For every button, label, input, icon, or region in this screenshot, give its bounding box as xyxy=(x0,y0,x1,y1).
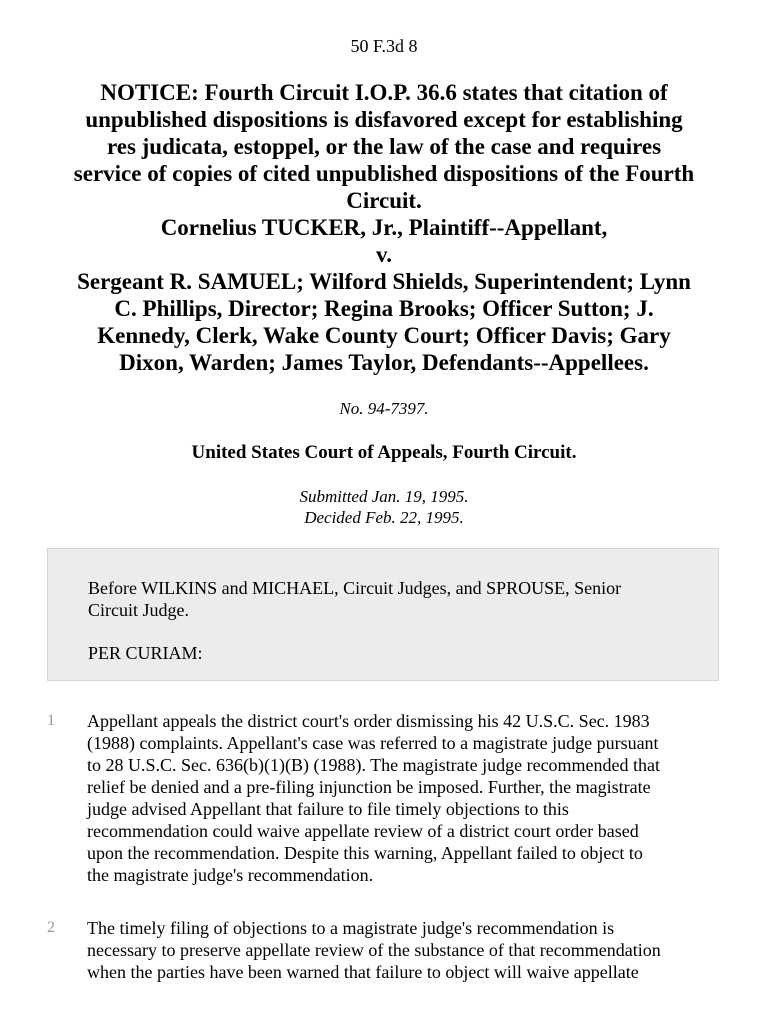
defendants-line: C. Phillips, Director; Regina Brooks; Officer Sutton; J. xyxy=(114,296,654,321)
paragraph-line: the magistrate judge's recommendation. xyxy=(87,865,374,885)
plaintiff-name: Cornelius TUCKER, Jr., Plaintiff--Appellant, xyxy=(160,215,608,240)
paragraph-line: necessary to preserve appellate review of the substance of that recommendation xyxy=(87,940,661,960)
per-curiam-label: PER CURIAM: xyxy=(88,643,203,663)
submitted-date: Submitted Jan. 19, 1995. xyxy=(299,487,469,506)
paragraph-line: when the parties have been warned that failure to object will waive appellate xyxy=(87,962,639,982)
notice-line: service of copies of cited unpublished dispositions of the Fourth xyxy=(73,161,695,186)
paragraph-line: recommendation could waive appellate review of a district court order based xyxy=(87,821,639,841)
paragraph-number[interactable]: 2 xyxy=(47,919,55,936)
paragraph-number[interactable]: 1 xyxy=(47,712,55,729)
judges-panel-line: Before WILKINS and MICHAEL, Circuit Judges, and SPROUSE, Senior xyxy=(88,578,622,598)
court-name: United States Court of Appeals, Fourth Circuit. xyxy=(191,442,577,463)
judges-panel xyxy=(88,577,688,621)
defendants-line: Dixon, Warden; James Taylor, Defendants--Appellees. xyxy=(119,350,649,375)
paragraph-line: upon the recommendation. Despite this warning, Appellant failed to object to xyxy=(87,843,643,863)
case-caption xyxy=(40,79,728,376)
paragraph-line: Appellant appeals the district court's order dismissing his 42 U.S.C. Sec. 1983 xyxy=(87,711,650,731)
decision-dates xyxy=(0,486,768,528)
judges-panel-line: Circuit Judge. xyxy=(88,600,189,620)
paragraph-line: The timely filing of objections to a magistrate judge's recommendation is xyxy=(87,918,615,938)
bench-box xyxy=(47,548,719,681)
reporter-citation: 50 F.3d 8 xyxy=(350,36,418,56)
paragraph-line: (1988) complaints. Appellant's case was referred to a magistrate judge pursuant xyxy=(87,733,659,753)
paragraph-text xyxy=(87,710,727,886)
paragraph-line: judge advised Appellant that failure to file timely objections to this xyxy=(87,799,569,819)
decided-date: Decided Feb. 22, 1995. xyxy=(304,508,464,527)
versus-label: v. xyxy=(376,242,392,267)
defendants-line: Kennedy, Clerk, Wake County Court; Officer Davis; Gary xyxy=(97,323,671,348)
notice-line: unpublished dispositions is disfavored except for establishing xyxy=(85,107,683,132)
defendants-line: Sergeant R. SAMUEL; Wilford Shields, Superintendent; Lynn xyxy=(77,269,691,294)
notice-line: res judicata, estoppel, or the law of the case and requires xyxy=(106,134,662,159)
docket-number: No. 94-7397. xyxy=(339,399,429,418)
paragraph-line: to 28 U.S.C. Sec. 636(b)(1)(B) (1988). The magistrate judge recommended that xyxy=(87,755,661,775)
notice-line: Circuit. xyxy=(346,188,422,213)
paragraph-line: relief be denied and a pre-filing injunction be imposed. Further, the magistrate xyxy=(87,777,651,797)
paragraph-text xyxy=(87,917,727,983)
notice-line: NOTICE: Fourth Circuit I.O.P. 36.6 states that citation of xyxy=(100,80,668,105)
